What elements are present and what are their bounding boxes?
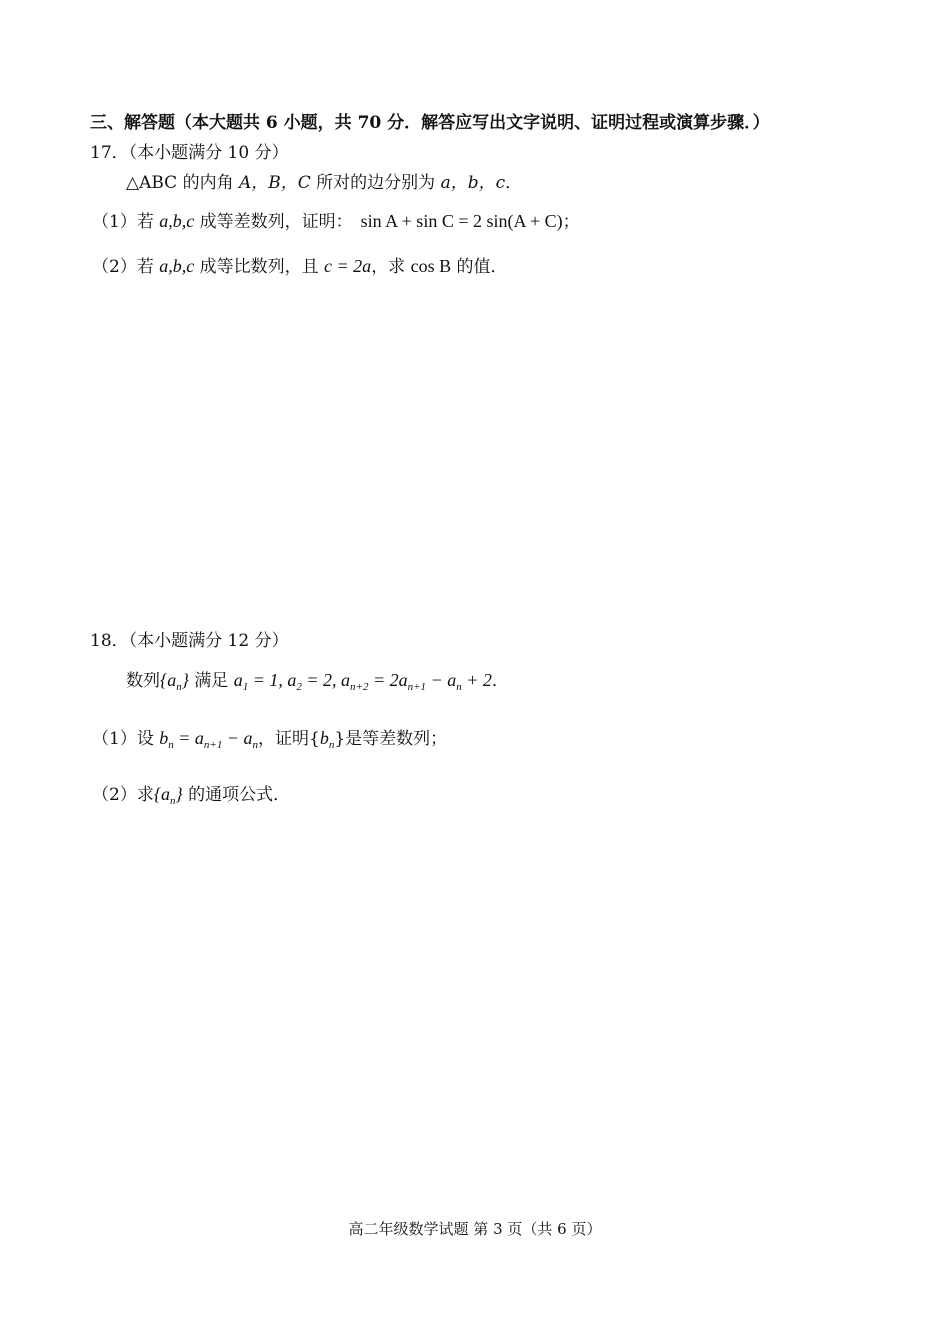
q18-header: 18．（本小题满分 12 分）	[90, 631, 289, 651]
q17-p2-vars: a,b,c	[159, 256, 195, 276]
q18-part2	[92, 780, 290, 807]
q17-p1-mid: 成等差数列，证明：	[194, 212, 353, 232]
q17-stem	[126, 168, 522, 193]
q17-stem-mid: 所对的边分别为	[310, 173, 441, 193]
q17-stem-prefix: △ABC 的内角	[126, 173, 239, 193]
q18-p1-mid: ，证明{	[257, 729, 320, 749]
q17-part2	[92, 252, 508, 277]
q18-stem	[126, 666, 509, 693]
q18-p2-seq: $\{a_n\}$	[153, 784, 183, 807]
q18-p1-formula: $b_n = a_{n+1} - a_n$	[159, 728, 258, 751]
q18-part1	[92, 724, 447, 751]
q17-part1	[92, 207, 580, 232]
q17-p1-formula: sin A + sin C = 2 sin(A + C)	[360, 211, 563, 231]
q18-p1-end: }是等差数列；	[334, 729, 448, 749]
q18-stem-seq: $\{a_n\}$	[160, 670, 189, 693]
q18-stem-formula: $a_1 = 1$, $a_2 = 2$, $a_{n+2} = 2a_{n+1} - a_n + 2$	[233, 670, 492, 693]
q18-p1-seq: $b_n$	[319, 728, 335, 751]
q17-p1-vars: a,b,c	[159, 211, 195, 231]
q17-p2-mid: 成等比数列，且	[194, 257, 325, 277]
q17-p2-prefix: （2）若	[92, 257, 160, 277]
q18-stem-mid: 满足	[188, 671, 234, 691]
q18-stem-end: ．	[491, 671, 509, 691]
q17-p2-mid2: ，求	[371, 257, 411, 277]
q17-p2-end: 的值．	[451, 257, 508, 277]
section-heading: 三、解答题（本大题共 6 小题，共 70 分．解答应写出文字说明、证明过程或演算步骤．）	[90, 113, 770, 133]
q18-p2-prefix: （2）求	[92, 785, 154, 805]
q17-p2-cond: c = 2a	[324, 256, 372, 276]
q18-stem-prefix: 数列	[126, 671, 160, 691]
q18-p1-prefix: （1）设	[92, 729, 160, 749]
q17-stem-sides: a，b，c	[440, 173, 506, 193]
q17-stem-vertices: A，B，C	[238, 173, 311, 193]
q17-stem-end: ．	[505, 173, 523, 193]
q18-p2-end: 的通项公式．	[182, 785, 291, 805]
q17-p1-end: ；	[562, 212, 580, 232]
page-footer: 高二年级数学试题 第 3 页（共 6 页）	[348, 1220, 602, 1238]
q17-p2-target: cos B	[410, 256, 452, 276]
q17-p1-prefix: （1）若	[92, 212, 160, 232]
q17-header: 17．（本小题满分 10 分）	[90, 143, 289, 163]
